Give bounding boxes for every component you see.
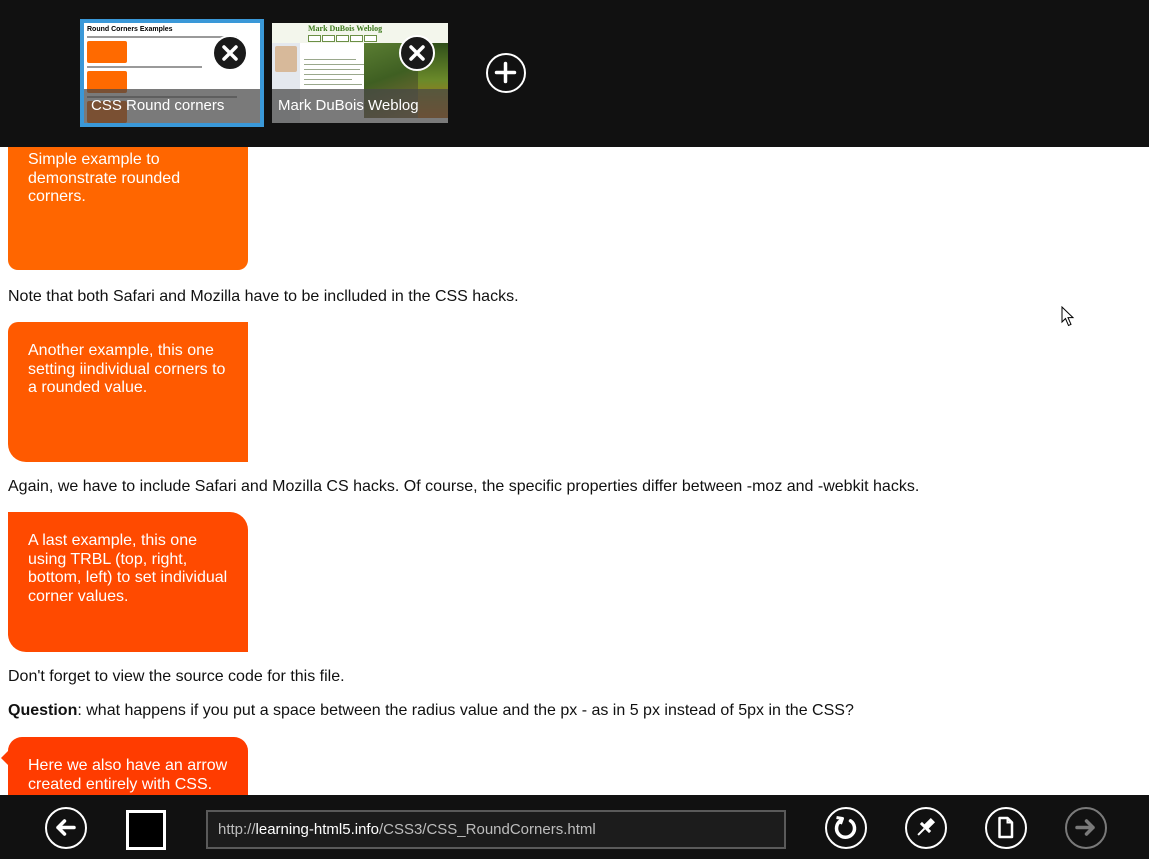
tab-css-round-corners[interactable] xyxy=(80,19,264,127)
close-icon[interactable] xyxy=(399,35,435,71)
rounded-box-arrow xyxy=(8,737,248,795)
css-arrow-shape xyxy=(1,750,9,766)
rounded-box-text: A last example, this one using TRBL (top, right, bottom, left) to set individual corner values. xyxy=(28,532,228,605)
paragraph-question xyxy=(8,701,854,721)
question-text: : what happens if you put a space between the radius value and the px - as in 5 px instead of 5px in the CSS? xyxy=(77,702,854,719)
close-icon[interactable] xyxy=(212,35,248,71)
thumbnail-orange-box xyxy=(87,41,127,63)
rounded-box-text: Another example, this one setting iindividual corners to a rounded value. xyxy=(28,342,226,396)
rounded-box-text: Here we also have an arrow created entirely with CSS. xyxy=(28,757,228,793)
page-icon[interactable] xyxy=(985,807,1027,849)
url-host: learning-html5.info xyxy=(255,821,379,838)
thumbnail-nav-item xyxy=(322,35,335,42)
rounded-box-simple xyxy=(8,147,248,270)
thumbnail-text-line xyxy=(304,79,352,80)
thumbnail-nav-item xyxy=(364,35,377,42)
tab-switcher-bar xyxy=(0,0,1149,147)
url-path: /CSS3/CSS_RoundCorners.html xyxy=(378,821,596,838)
tabs-toggle-button[interactable] xyxy=(126,810,166,850)
forward-arrow-icon[interactable] xyxy=(1065,807,1107,849)
rounded-box-individual-corners xyxy=(8,322,248,462)
pin-icon[interactable] xyxy=(905,807,947,849)
thumbnail-text-line xyxy=(304,74,364,75)
thumbnail-page-title: Round Corners Examples xyxy=(87,26,173,33)
thumbnail-nav-item xyxy=(336,35,349,42)
rounded-box-trbl xyxy=(8,512,248,652)
tab-title: CSS Round corners xyxy=(84,89,260,123)
address-bar-input[interactable] xyxy=(206,810,786,849)
mouse-cursor-icon xyxy=(1061,306,1075,327)
tab-mark-dubois-weblog[interactable] xyxy=(272,23,448,123)
paragraph-note: Note that both Safari and Mozilla have to be inclluded in the CSS hacks. xyxy=(8,288,519,305)
tab-title: Mark DuBois Weblog xyxy=(272,89,448,123)
web-page-content[interactable] xyxy=(0,147,1149,795)
thumbnail-text-line xyxy=(304,64,364,65)
thumbnail-text-line xyxy=(304,59,356,60)
rounded-box-text: Simple example to demonstrate rounded corners. xyxy=(28,151,181,205)
thumbnail-nav-item xyxy=(308,35,321,42)
paragraph-view-source: Don't forget to view the source code for this file. xyxy=(8,668,345,685)
back-arrow-icon[interactable] xyxy=(45,807,87,849)
thumbnail-text-line xyxy=(304,69,360,70)
question-label: Question xyxy=(8,702,78,719)
refresh-icon[interactable] xyxy=(825,807,867,849)
thumbnail-avatar xyxy=(275,46,297,72)
thumbnail-text-line xyxy=(304,84,362,85)
thumbnail-text-line xyxy=(87,66,202,68)
paragraph-again: Again, we have to include Safari and Mozilla CS hacks. Of course, the specific properties differ between -moz and -webkit hacks. xyxy=(8,478,920,495)
url-scheme: http:// xyxy=(218,821,256,838)
plus-icon[interactable] xyxy=(486,53,526,93)
thumbnail-nav-item xyxy=(350,35,363,42)
thumbnail-page-title: Mark DuBois Weblog xyxy=(308,24,383,33)
